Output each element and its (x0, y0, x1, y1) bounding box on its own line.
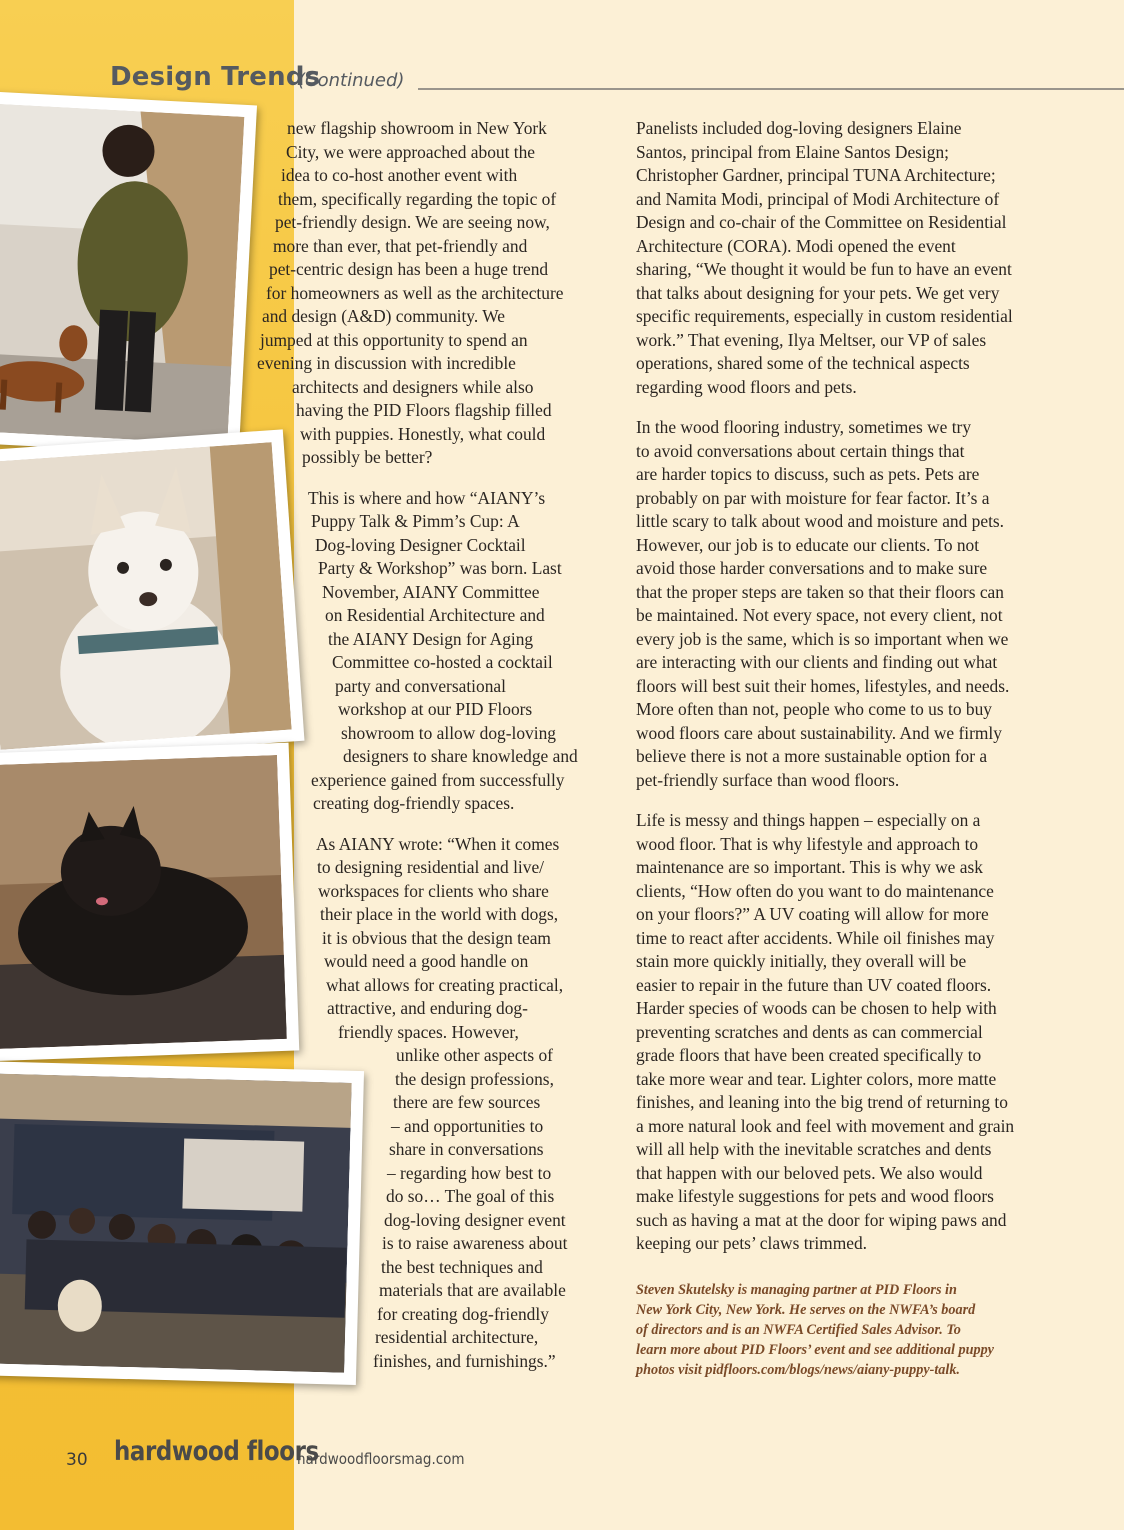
text-line: take more wear and tear. Lighter colors, more matte (636, 1068, 997, 1089)
header-rule (418, 88, 1124, 90)
text-line: such as having a mat at the door for wiping paws and (636, 1209, 1007, 1230)
text-line: easier to repair in the future than UV coated floors. (636, 974, 992, 995)
author-bio (636, 1280, 1076, 1380)
text-line: probably on par with moisture for fear factor. It’s a (636, 487, 990, 508)
text-line: possibly be better? (302, 447, 433, 467)
section-subtitle: (Continued) (298, 70, 405, 91)
text-line: regarding wood floors and pets. (636, 376, 857, 397)
text-line: the best techniques and (381, 1256, 543, 1277)
text-line: residential architecture, (375, 1327, 539, 1347)
text-line: for creating dog-friendly (377, 1303, 549, 1324)
text-line: wood floors care about sustainability. And we firmly (636, 722, 1002, 743)
left-column (256, 117, 606, 1373)
magazine-logo: hardwood floors (114, 1436, 319, 1467)
text-line: more than ever, that pet-friendly and (273, 235, 528, 256)
text-line: pet-friendly surface than wood floors. (636, 769, 900, 790)
text-line: and design (A&D) community. We (262, 306, 505, 326)
text-line: Party & Workshop” was born. Last (318, 558, 562, 578)
text-line: on Residential Architecture and (325, 605, 545, 625)
text-line: finishes, and furnishings.” (373, 1350, 556, 1371)
text-line: dog-loving designer event (384, 1209, 566, 1230)
right-paragraph-2 (636, 416, 1086, 792)
photo-woman-with-dachshund (0, 91, 257, 457)
text-line: jumped at this opportunity to spend an (260, 329, 528, 350)
text-line: November, AIANY Committee (322, 581, 540, 602)
text-line: Life is messy and things happen – especially on a (636, 810, 981, 830)
text-line: specific requirements, especially in custom residential (636, 306, 1013, 326)
text-line: workspaces for clients who share (318, 880, 549, 901)
text-line: to avoid conversations about certain things that (636, 440, 965, 461)
white-dog-portrait-photo (0, 442, 292, 750)
page-number: 30 (66, 1450, 88, 1470)
text-line: a more natural look and feel with movement and grain (636, 1115, 1015, 1136)
text-line: attractive, and enduring dog- (327, 998, 528, 1018)
author-bio-line: of directors and is an NWFA Certified Sales Advisor. To (636, 1322, 961, 1338)
text-line: wood floor. That is why lifestyle and approach to (636, 833, 979, 854)
text-line: them, specifically regarding the topic of (278, 188, 557, 209)
text-line: do so… The goal of this (386, 1186, 555, 1206)
text-line: However, our job is to educate our clients. To not (636, 534, 980, 555)
text-line: it is obvious that the design team (322, 927, 551, 948)
text-line: with puppies. Honestly, what could (300, 423, 546, 444)
magazine-url[interactable]: hardwoodfloorsmag.com (297, 1450, 465, 1468)
text-line: Design and co-chair of the Committee on Residential (636, 212, 1007, 232)
text-line: Harder species of woods can be chosen to help with (636, 998, 997, 1018)
text-line: workshop at our PID Floors (338, 699, 533, 719)
author-bio-line: New York City, New York. He serves on the NWFA’s board (636, 1302, 976, 1318)
text-line: Dog-loving Designer Cocktail (315, 534, 526, 555)
text-line: make lifestyle suggestions for pets and wood floors (636, 1186, 994, 1206)
text-line: preventing scratches and dents as can commercial (636, 1021, 983, 1042)
text-line: what allows for creating practical, (326, 974, 564, 995)
text-line: having the PID Floors flagship filled (296, 400, 552, 420)
author-bio-line: learn more about PID Floors’ event and see additional puppy (636, 1342, 994, 1358)
text-line: pet-centric design has been a huge trend (269, 259, 549, 279)
right-paragraph-3 (636, 809, 1086, 1256)
text-line: the design professions, (395, 1068, 554, 1089)
text-line: party and conversational (335, 675, 506, 696)
text-line: that happen with our beloved pets. We also would (636, 1162, 983, 1183)
text-line: Panelists included dog-loving designers Elaine (636, 118, 962, 138)
text-line: maintenance are so important. This is why we ask (636, 857, 983, 877)
text-line: that talks about designing for your pets. We get very (636, 282, 1000, 303)
text-line: and Namita Modi, principal of Modi Architecture of (636, 188, 1000, 209)
text-line: stain more quickly initially, they overall will be (636, 951, 967, 971)
text-line: creating dog-friendly spaces. (313, 793, 515, 813)
text-line: operations, shared some of the technical aspects (636, 353, 970, 373)
text-line: pet-friendly design. We are seeing now, (275, 212, 550, 232)
black-pomeranian-photo (0, 755, 287, 1049)
text-line: to designing residential and live/ (317, 857, 544, 877)
left-paragraph-3 (256, 833, 606, 1374)
author-bio-line: photos visit pidfloors.com/blogs/news/aiany-puppy-talk. (636, 1362, 960, 1378)
text-line: that the proper steps are taken so that their floors can (636, 581, 1004, 602)
text-line: every job is the same, which is so important when we (636, 628, 1009, 649)
text-line: showroom to allow dog-loving (341, 722, 556, 743)
text-line: on your floors?” A UV coating will allow for more (636, 904, 989, 924)
text-line: This is where and how “AIANY’s (308, 487, 546, 508)
text-line: architects and designers while also (292, 376, 534, 397)
text-line: materials that are available (379, 1280, 566, 1300)
text-line: Santos, principal from Elaine Santos Design; (636, 141, 949, 162)
section-title: Design Trends (110, 62, 321, 92)
text-line: new flagship showroom in New York (287, 118, 547, 138)
text-line: is to raise awareness about (382, 1233, 568, 1253)
photo-black-pomeranian (0, 743, 299, 1062)
text-line: designers to share knowledge and (343, 746, 578, 766)
text-line: experience gained from successfully (311, 769, 565, 790)
text-line: idea to co-host another event with (281, 165, 518, 185)
text-line: evening in discussion with incredible (257, 353, 516, 373)
section-header (110, 62, 1124, 102)
text-line: will all help with the inevitable scratches and dents (636, 1139, 992, 1159)
text-line: are interacting with our clients and finding out what (636, 652, 998, 672)
left-paragraph-1 (256, 117, 606, 470)
text-line: As AIANY wrote: “When it comes (316, 833, 560, 854)
text-line: are harder topics to discuss, such as pets. Pets are (636, 464, 980, 484)
text-line: believe there is not a more sustainable option for a (636, 746, 988, 766)
text-line: would need a good handle on (324, 951, 529, 971)
text-line: More often than not, people who come to us to buy (636, 699, 992, 719)
right-paragraph-1 (636, 117, 1086, 399)
text-line: the AIANY Design for Aging (328, 628, 534, 649)
text-line: friendly spaces. However, (338, 1021, 519, 1042)
text-line: little scary to talk about wood and moisture and pets. (636, 511, 1005, 531)
author-bio-line: Steven Skutelsky is managing partner at PID Floors in (636, 1282, 957, 1298)
text-line: In the wood flooring industry, sometimes we try (636, 417, 972, 437)
text-line: clients, “How often do you want to do maintenance (636, 880, 994, 901)
text-line: Committee co-hosted a cocktail (332, 652, 553, 672)
text-line: work.” That evening, Ilya Meltser, our VP of sales (636, 329, 987, 350)
text-line: – regarding how best to (387, 1162, 552, 1183)
text-line: time to react after accidents. While oil finishes may (636, 927, 995, 948)
text-line: for homeowners as well as the architecture (266, 282, 564, 303)
text-line: avoid those harder conversations and to make sure (636, 558, 988, 578)
left-paragraph-2 (256, 487, 606, 816)
text-line: Christopher Gardner, principal TUNA Architecture; (636, 165, 996, 185)
woman-feeding-dachshund-photo (0, 104, 244, 445)
text-line: their place in the world with dogs, (320, 904, 559, 924)
text-line: be maintained. Not every space, not every client, not (636, 605, 1003, 625)
text-line: finishes, and leaning into the big trend of returning to (636, 1092, 1008, 1112)
text-line: share in conversations (389, 1139, 544, 1159)
right-column (636, 117, 1086, 1256)
text-line: sharing, “We thought it would be fun to have an event (636, 259, 1012, 279)
text-line: Architecture (CORA). Modi opened the event (636, 235, 956, 256)
text-line: there are few sources (393, 1092, 541, 1112)
text-line: keeping our pets’ claws trimmed. (636, 1233, 868, 1253)
text-line: – and opportunities to (391, 1115, 544, 1136)
text-line: floors will best suit their homes, lifestyles, and needs. (636, 675, 1010, 696)
text-line: City, we were approached about the (286, 141, 536, 162)
text-line: Puppy Talk & Pimm’s Cup: A (311, 511, 520, 531)
text-line: grade floors that have been created specifically to (636, 1045, 982, 1065)
text-line: unlike other aspects of (396, 1045, 553, 1065)
